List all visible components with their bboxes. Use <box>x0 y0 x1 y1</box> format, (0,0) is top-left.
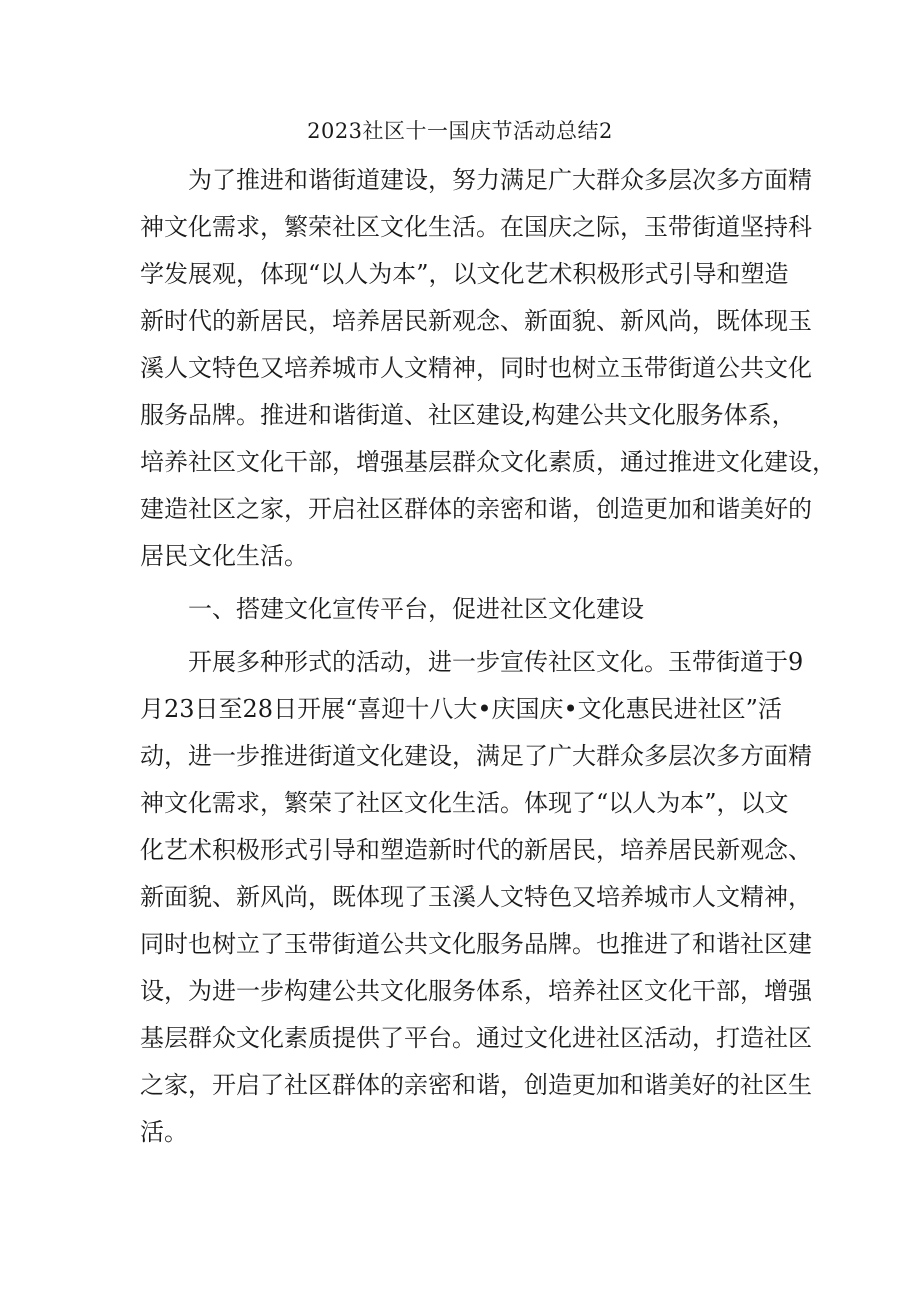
paragraph-1-line-4: 新时代的新居民，培养居民新观念、新面貌、新风尚，既体现玉 <box>140 307 812 335</box>
paragraph-2-line-7: 同时也树立了玉带街道公共文化服务品牌。也推进了和谐社区建 <box>140 930 812 958</box>
paragraph-1-line-8: 建造社区之家，开启社区群体的亲密和谐，创造更加和谐美好的 <box>140 495 812 523</box>
paragraph-1-line-1: 为了推进和谐街道建设，努力满足广大群众多层次多方面精 <box>188 166 812 194</box>
paragraph-2-line-2: 月23日至28日开展“喜迎十八大•庆国庆•文化惠民进社区”活 <box>140 695 782 723</box>
paragraph-2-line-4: 神文化需求，繁荣了社区文化生活。体现了“以人为本”，以文 <box>140 789 789 817</box>
paragraph-2-line-10: 之家，开启了社区群体的亲密和谐，创造更加和谐美好的社区生 <box>140 1071 812 1099</box>
paragraph-2-line-3: 动，进一步推进街道文化建设，满足了广大群众多层次多方面精 <box>140 742 812 770</box>
paragraph-1-line-6: 服务品牌。推进和谐街道、社区建设,构建公共文化服务体系， <box>140 401 796 429</box>
document-title: 2023社区十一国庆节活动总结2 <box>307 119 613 143</box>
section-1-heading: 一、搭建文化宣传平台，促进社区文化建设 <box>188 595 644 623</box>
paragraph-2-line-1: 开展多种形式的活动，进一步宣传社区文化。玉带街道于9 <box>188 648 804 676</box>
paragraph-2-line-9: 基层群众文化素质提供了平台。通过文化进社区活动，打造社区 <box>140 1024 812 1052</box>
paragraph-2-line-11: 活。 <box>140 1118 188 1146</box>
paragraph-1-line-7: 培养社区文化干部，增强基层群众文化素质，通过推进文化建设， <box>140 448 836 476</box>
paragraph-1-line-9: 居民文化生活。 <box>140 542 308 570</box>
paragraph-2-line-5: 化艺术积极形式引导和塑造新时代的新居民，培养居民新观念、 <box>140 836 812 864</box>
paragraph-2-line-6: 新面貌、新风尚，既体现了玉溪人文特色又培养城市人文精神， <box>140 883 812 911</box>
paragraph-1-line-3: 学发展观，体现“以人为本”，以文化艺术积极形式引导和塑造 <box>140 260 789 288</box>
paragraph-1-line-5: 溪人文特色又培养城市人文精神，同时也树立玉带街道公共文化 <box>140 354 812 382</box>
paragraph-2-line-8: 设，为进一步构建公共文化服务体系，培养社区文化干部，增强 <box>140 977 812 1005</box>
paragraph-1-line-2: 神文化需求，繁荣社区文化生活。在国庆之际，玉带街道坚持科 <box>140 213 812 241</box>
